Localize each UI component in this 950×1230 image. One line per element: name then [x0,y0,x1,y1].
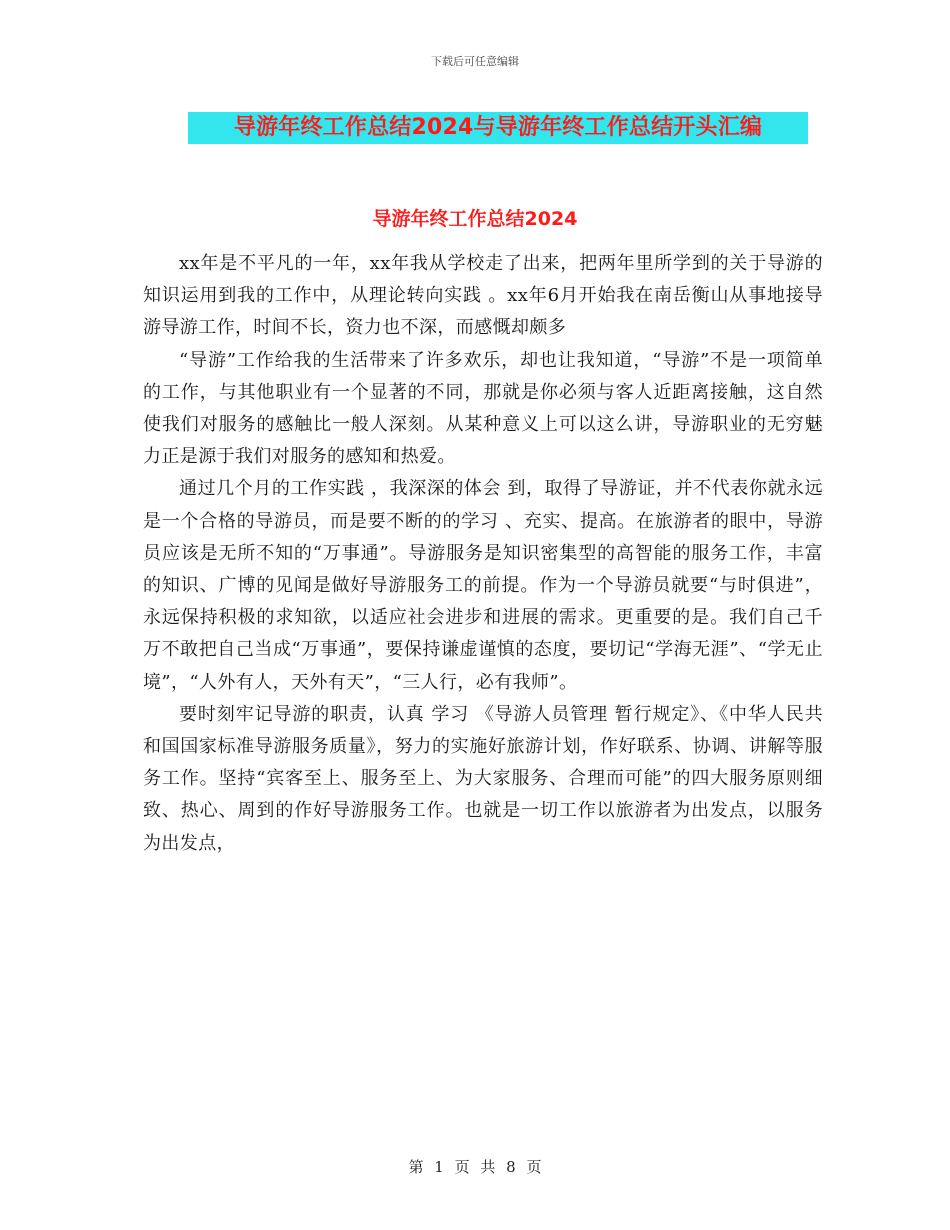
page-footer: 第 1 页 共 8 页 [408,1158,542,1176]
paragraph: xx年是不平凡的一年，xx年我从学校走了出来，把两年里所学到的关于导游的知识运用到我的工作中，从理论转向实践 。xx年6月开始我在南岳衡山从事地接导游导游工作，时间不长，资力也不深，而感慨却颇多 [143,253,823,339]
paragraph: “导游”工作给我的生活带来了许多欢乐，却也让我知道，“导游”不是一项简单的工作，与其他职业有一个显著的不同，那就是你必须与客人近距离接触，这自然使我们对服务的感触比一般人深刻。从某种意义上可以这么讲，导游职业的无穷魅力正是源于我们对服务的感知和热爱。 [143,349,823,468]
section-title: 导游年终工作总结2024 [372,208,578,230]
paragraph: 要时刻牢记导游的职责，认真 学习 《导游人员管理 暂行规定》、《中华人民共和国国家标准导游服务质量》，努力的实施好旅游计划，作好联系、协调、讲解等服务工作。坚持“宾客至上、服务至上、为大家服务、合理而可能”的四大服务原则细致、热心、周到的作好导游服务工作。也就是一切工作以旅游者为出发点，以服务为出发点， [143,703,823,854]
page-header-note: 下载后可任意编辑 [431,55,519,68]
document-main-title: 导游年终工作总结2024与导游年终工作总结开头汇编 [188,112,808,144]
paragraph: 通过几个月的工作实践 ，我深深的体会 到，取得了导游证，并不代表你就永远是一个合格的导游员，而是要不断的的学习 、充实、提高。在旅游者的眼中，导游员应该是无所不知的“万事通”。导游服务是知识密集型的高智能的服务工作，丰富的知识、广博的见闻是做好导游服务工的前提。作为一个导游员就要“与时俱进”，永远保持积极的求知欲，以适应社会进步和进展的需求。更重要的是。我们自己千万不敢把自己当成“万事通”，要保持谦虚谨慎的态度，要切记“学海无涯”、“学无止境”，“人外有人，天外有天”，“三人行，必有我师”。 [143,478,823,693]
body-text [143,248,823,860]
